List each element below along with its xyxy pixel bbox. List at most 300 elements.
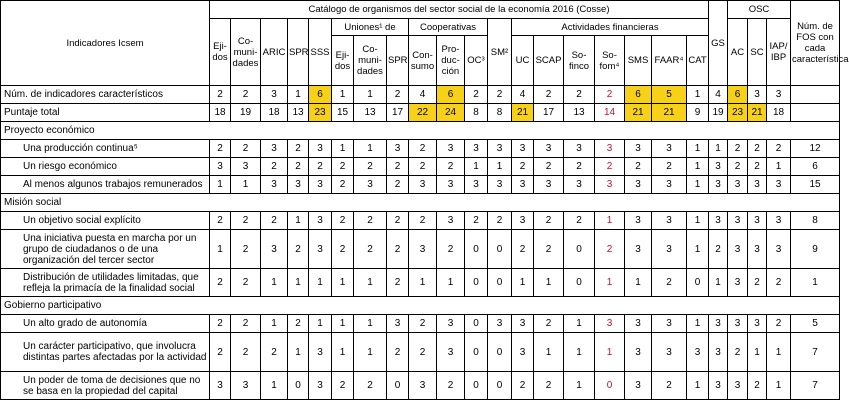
table-cell: 1 bbox=[354, 315, 387, 333]
table-cell: 1 bbox=[261, 372, 288, 400]
table-cell: 2 bbox=[564, 86, 595, 104]
table-cell: 1 bbox=[488, 158, 512, 176]
table-cell: 1 bbox=[288, 333, 309, 372]
section-heading: Proyecto económico bbox=[1, 122, 840, 140]
table-cell: 1 bbox=[595, 269, 625, 297]
table-row bbox=[1, 333, 840, 372]
table-cell: 3 bbox=[728, 269, 748, 297]
table-cell: 3 bbox=[625, 333, 652, 372]
table-cell: 2 bbox=[767, 315, 791, 333]
table-cell: 6 bbox=[309, 86, 332, 104]
table-cell: 3 bbox=[728, 372, 748, 400]
table-cell: 3 bbox=[687, 333, 709, 372]
table-cell: 2 bbox=[652, 269, 687, 297]
table-cell: 3 bbox=[652, 315, 687, 333]
financieras-title: Actividades financieras bbox=[512, 19, 709, 36]
table-cell: 8 bbox=[488, 104, 512, 122]
table-cell: 0 bbox=[387, 372, 409, 400]
col-sss: SSS bbox=[309, 19, 332, 86]
table-cell: 3 bbox=[652, 212, 687, 230]
table-cell: 1 bbox=[687, 140, 709, 158]
table-cell: 3 bbox=[748, 86, 767, 104]
table-cell: 6 bbox=[791, 158, 840, 176]
table-cell: 3 bbox=[748, 230, 767, 269]
table-cell: 3 bbox=[728, 212, 748, 230]
table-cell: 1 bbox=[748, 333, 767, 372]
table-cell: 3 bbox=[465, 176, 488, 194]
table-cell: 2 bbox=[231, 86, 261, 104]
table-cell: 2 bbox=[534, 86, 564, 104]
col-uc: UC bbox=[512, 36, 534, 86]
table-cell: 3 bbox=[709, 315, 728, 333]
table-cell: 18 bbox=[767, 104, 791, 122]
table-row bbox=[1, 86, 840, 104]
table-cell: 3 bbox=[210, 372, 231, 400]
table-cell: 13 bbox=[354, 104, 387, 122]
row-label: Distribución de utilidades limitadas, que refleja la primacía de la finalidad social bbox=[1, 269, 210, 297]
table-cell: 1 bbox=[288, 269, 309, 297]
table-cell: 3 bbox=[564, 176, 595, 194]
col-iap: IAP/ IBP bbox=[767, 19, 791, 86]
table-cell: 2 bbox=[488, 86, 512, 104]
table-cell: 3 bbox=[512, 315, 534, 333]
table-cell: 23 bbox=[309, 104, 332, 122]
table-cell: 3 bbox=[231, 372, 261, 400]
table-cell: 2 bbox=[231, 230, 261, 269]
table-cell: 2 bbox=[465, 86, 488, 104]
table-cell: 18 bbox=[210, 104, 231, 122]
table-cell: 0 bbox=[488, 372, 512, 400]
table-cell: 0 bbox=[488, 230, 512, 269]
table-cell: 2 bbox=[354, 212, 387, 230]
table-row bbox=[1, 230, 840, 269]
table-cell bbox=[791, 86, 840, 104]
table-cell: 1 bbox=[309, 315, 332, 333]
table-cell: 3 bbox=[437, 176, 465, 194]
table-cell: 2 bbox=[210, 315, 231, 333]
row-label-header: Indicadores Icsem bbox=[1, 1, 210, 86]
table-cell: 2 bbox=[595, 86, 625, 104]
table-cell: 2 bbox=[437, 230, 465, 269]
table-cell: 1 bbox=[687, 176, 709, 194]
table-cell: 0 bbox=[564, 230, 595, 269]
table-cell: 3 bbox=[512, 176, 534, 194]
table-cell: 2 bbox=[332, 372, 354, 400]
table-cell: 23 bbox=[728, 104, 748, 122]
row-label: Al menos algunos trabajos remunerados bbox=[1, 176, 210, 194]
table-cell: 3 bbox=[767, 86, 791, 104]
table-cell: 2 bbox=[288, 158, 309, 176]
col-faar: FAAR⁴ bbox=[652, 36, 687, 86]
table-cell: 3 bbox=[652, 176, 687, 194]
table-cell: 2 bbox=[231, 140, 261, 158]
table-cell: 1 bbox=[465, 158, 488, 176]
table-cell: 2 bbox=[652, 372, 687, 400]
table-cell: 3 bbox=[652, 140, 687, 158]
table-cell: 15 bbox=[332, 104, 354, 122]
table-cell: 3 bbox=[354, 176, 387, 194]
table-cell: 3 bbox=[728, 315, 748, 333]
col-sc: SC bbox=[748, 19, 767, 86]
row-label: Un carácter participativo, que involucra distintas partes afectadas por la actividad bbox=[1, 333, 210, 372]
osc-title: OSC bbox=[728, 1, 791, 19]
table-cell: 2 bbox=[409, 158, 437, 176]
table-cell: 1 bbox=[332, 86, 354, 104]
table-cell: 3 bbox=[709, 333, 728, 372]
table-cell: 3 bbox=[387, 315, 409, 333]
col-cat: CAT bbox=[687, 36, 709, 86]
table-row bbox=[1, 212, 840, 230]
cooperativas-title: Cooperativas bbox=[409, 19, 488, 36]
table-cell: 2 bbox=[534, 230, 564, 269]
table-cell: 19 bbox=[231, 104, 261, 122]
table-cell: 1 bbox=[687, 372, 709, 400]
col-sm: SM² bbox=[488, 19, 512, 86]
table-cell: 1 bbox=[354, 269, 387, 297]
row-label: Un objetivo social explícito bbox=[1, 212, 210, 230]
table-row bbox=[1, 269, 840, 297]
table-cell: 2 bbox=[534, 158, 564, 176]
table-cell: 2 bbox=[595, 230, 625, 269]
table-cell: 21 bbox=[625, 104, 652, 122]
table-cell: 2 bbox=[709, 230, 728, 269]
table-cell: 2 bbox=[409, 315, 437, 333]
table-cell: 24 bbox=[437, 104, 465, 122]
col-gs: GS bbox=[709, 1, 728, 86]
table-cell: 5 bbox=[652, 86, 687, 104]
table-cell: 4 bbox=[409, 86, 437, 104]
table-cell: 3 bbox=[309, 230, 332, 269]
table-cell: 2 bbox=[512, 372, 534, 400]
table-cell: 1 bbox=[687, 86, 709, 104]
table-cell: 3 bbox=[595, 140, 625, 158]
table-cell: 2 bbox=[748, 140, 767, 158]
table-cell: 2 bbox=[332, 176, 354, 194]
fos-count-header: Núm. de FOS con cada característica bbox=[791, 1, 840, 86]
table-cell: 2 bbox=[387, 176, 409, 194]
table-cell: 3 bbox=[709, 176, 728, 194]
table-cell bbox=[791, 104, 840, 122]
table-cell: 2 bbox=[332, 230, 354, 269]
table-cell: 2 bbox=[595, 158, 625, 176]
table-cell: 3 bbox=[709, 212, 728, 230]
table-cell: 1 bbox=[261, 315, 288, 333]
table-cell: 3 bbox=[728, 230, 748, 269]
col-consumo: Con-sumo bbox=[409, 36, 437, 86]
table-cell: 3 bbox=[465, 140, 488, 158]
table-cell: 3 bbox=[437, 333, 465, 372]
table-cell: 1 bbox=[709, 140, 728, 158]
table-cell: 4 bbox=[512, 86, 534, 104]
table-row bbox=[1, 176, 840, 194]
table-cell: 2 bbox=[231, 315, 261, 333]
row-label: Una producción continua⁵ bbox=[1, 140, 210, 158]
table-cell: 3 bbox=[728, 176, 748, 194]
table-row bbox=[1, 104, 840, 122]
table-cell: 3 bbox=[595, 315, 625, 333]
table-cell: 18 bbox=[261, 104, 288, 122]
table-cell: 2 bbox=[488, 212, 512, 230]
table-cell: 3 bbox=[625, 230, 652, 269]
section-heading: Gobierno participativo bbox=[1, 297, 840, 315]
table-cell: 3 bbox=[512, 212, 534, 230]
table-cell: 7 bbox=[791, 372, 840, 400]
row-label: Una iniciativa puesta en marcha por un grupo de ciudadanos o de una organización del tercer sector bbox=[1, 230, 210, 269]
table-cell: 3 bbox=[767, 212, 791, 230]
table-cell: 8 bbox=[465, 104, 488, 122]
table-cell: 1 bbox=[332, 315, 354, 333]
table-cell: 1 bbox=[709, 269, 728, 297]
table-cell: 2 bbox=[261, 158, 288, 176]
table-cell: 2 bbox=[354, 372, 387, 400]
table-cell: 3 bbox=[309, 212, 332, 230]
table-cell: 2 bbox=[354, 158, 387, 176]
col-produccion: Pro-duc-ción bbox=[437, 36, 465, 86]
table-cell: 3 bbox=[288, 176, 309, 194]
table-cell: 3 bbox=[767, 230, 791, 269]
table-cell: 2 bbox=[512, 158, 534, 176]
table-cell: 3 bbox=[437, 315, 465, 333]
table-cell: 3 bbox=[261, 176, 288, 194]
table-cell: 6 bbox=[728, 86, 748, 104]
table-cell: 3 bbox=[488, 176, 512, 194]
table-cell: 0 bbox=[465, 269, 488, 297]
table-cell: 0 bbox=[465, 372, 488, 400]
table-cell: 17 bbox=[387, 104, 409, 122]
section-row bbox=[1, 297, 840, 315]
table-cell: 2 bbox=[387, 86, 409, 104]
table-cell: 0 bbox=[465, 333, 488, 372]
row-label: Núm. de indicadores característicos bbox=[1, 86, 210, 104]
table-cell: 2 bbox=[288, 315, 309, 333]
table-cell: 2 bbox=[534, 212, 564, 230]
table-cell: 3 bbox=[564, 140, 595, 158]
table-cell: 0 bbox=[465, 315, 488, 333]
table-cell: 2 bbox=[309, 158, 332, 176]
table-cell: 8 bbox=[791, 212, 840, 230]
table-cell: 3 bbox=[437, 140, 465, 158]
table-cell: 1 bbox=[687, 315, 709, 333]
table-cell: 0 bbox=[488, 269, 512, 297]
table-cell: 2 bbox=[387, 230, 409, 269]
table-cell: 1 bbox=[791, 269, 840, 297]
table-cell: 0 bbox=[595, 372, 625, 400]
col-comunidades: Co-muni-dades bbox=[231, 19, 261, 86]
table-cell: 1 bbox=[332, 269, 354, 297]
row-label: Un poder de toma de decisiones que no se basa en la propiedad del capital bbox=[1, 372, 210, 400]
table-cell: 3 bbox=[261, 230, 288, 269]
table-cell: 3 bbox=[309, 176, 332, 194]
table-cell: 3 bbox=[210, 158, 231, 176]
table-cell: 2 bbox=[652, 158, 687, 176]
table-cell: 19 bbox=[709, 104, 728, 122]
table-cell: 5 bbox=[791, 315, 840, 333]
table-cell: 2 bbox=[512, 230, 534, 269]
col-ejidos: Eji-dos bbox=[210, 19, 231, 86]
table-cell: 3 bbox=[534, 176, 564, 194]
table-cell: 1 bbox=[309, 269, 332, 297]
table-cell: 3 bbox=[387, 140, 409, 158]
table-cell: 3 bbox=[261, 86, 288, 104]
table-cell: 2 bbox=[728, 158, 748, 176]
table-cell: 2 bbox=[210, 212, 231, 230]
table-cell: 2 bbox=[748, 372, 767, 400]
col-scap: SCAP bbox=[534, 36, 564, 86]
table-cell: 1 bbox=[687, 158, 709, 176]
table-cell: 13 bbox=[288, 104, 309, 122]
table-cell: 2 bbox=[288, 140, 309, 158]
table-cell: 2 bbox=[210, 86, 231, 104]
table-cell: 3 bbox=[231, 158, 261, 176]
col-ac: AC bbox=[728, 19, 748, 86]
table-cell: 2 bbox=[332, 158, 354, 176]
table-cell: 3 bbox=[652, 230, 687, 269]
table-cell: 2 bbox=[767, 140, 791, 158]
table-cell: 3 bbox=[409, 230, 437, 269]
table-cell: 1 bbox=[409, 269, 437, 297]
table-cell: 2 bbox=[210, 140, 231, 158]
table-cell: 2 bbox=[728, 333, 748, 372]
table-cell: 9 bbox=[791, 230, 840, 269]
table-row bbox=[1, 158, 840, 176]
table-cell: 1 bbox=[534, 333, 564, 372]
table-cell: 3 bbox=[709, 158, 728, 176]
table-cell: 3 bbox=[625, 140, 652, 158]
table-cell: 2 bbox=[231, 212, 261, 230]
table-cell: 2 bbox=[465, 212, 488, 230]
table-cell: 1 bbox=[210, 176, 231, 194]
table-cell: 21 bbox=[652, 104, 687, 122]
table-cell: 1 bbox=[595, 333, 625, 372]
section-row bbox=[1, 194, 840, 212]
table-cell: 2 bbox=[231, 269, 261, 297]
table-cell: 2 bbox=[387, 158, 409, 176]
col-aric: ARIC bbox=[261, 19, 288, 86]
table-row bbox=[1, 315, 840, 333]
table-cell: 3 bbox=[512, 140, 534, 158]
table-body bbox=[1, 86, 840, 400]
table-cell: 2 bbox=[261, 333, 288, 372]
table-cell: 3 bbox=[625, 372, 652, 400]
table-cell: 2 bbox=[387, 269, 409, 297]
table-cell: 3 bbox=[709, 372, 728, 400]
table-cell: 3 bbox=[488, 315, 512, 333]
table-cell: 3 bbox=[409, 176, 437, 194]
table-cell: 3 bbox=[309, 333, 332, 372]
table-cell: 0 bbox=[465, 230, 488, 269]
table-cell: 3 bbox=[595, 176, 625, 194]
table-cell: 2 bbox=[748, 158, 767, 176]
table-cell: 21 bbox=[748, 104, 767, 122]
table-cell: 6 bbox=[437, 86, 465, 104]
col-u-spr: SPR bbox=[387, 36, 409, 86]
table-cell: 2 bbox=[387, 212, 409, 230]
table-cell: 2 bbox=[748, 269, 767, 297]
table-cell: 3 bbox=[625, 176, 652, 194]
table-cell: 2 bbox=[231, 333, 261, 372]
table-cell: 1 bbox=[595, 212, 625, 230]
table-cell: 2 bbox=[332, 212, 354, 230]
table-cell: 1 bbox=[564, 315, 595, 333]
table-cell: 2 bbox=[437, 372, 465, 400]
table-cell: 2 bbox=[387, 333, 409, 372]
table-cell: 1 bbox=[767, 333, 791, 372]
table-cell: 1 bbox=[687, 212, 709, 230]
table-cell: 2 bbox=[261, 212, 288, 230]
row-label: Un alto grado de autonomía bbox=[1, 315, 210, 333]
table-cell: 1 bbox=[354, 140, 387, 158]
table-cell: 1 bbox=[437, 269, 465, 297]
table-cell: 3 bbox=[748, 315, 767, 333]
table-cell: 3 bbox=[309, 140, 332, 158]
table-cell: 3 bbox=[437, 212, 465, 230]
table-cell: 3 bbox=[652, 333, 687, 372]
table-cell: 0 bbox=[288, 372, 309, 400]
table-cell: 2 bbox=[534, 315, 564, 333]
table-cell: 2 bbox=[409, 333, 437, 372]
col-oc: OC³ bbox=[465, 36, 488, 86]
table-cell: 2 bbox=[767, 269, 791, 297]
table-cell: 22 bbox=[409, 104, 437, 122]
table-cell: 4 bbox=[709, 86, 728, 104]
row-label: Puntaje total bbox=[1, 104, 210, 122]
table-row bbox=[1, 372, 840, 400]
table-cell: 2 bbox=[288, 230, 309, 269]
table-cell: 17 bbox=[534, 104, 564, 122]
table-cell: 1 bbox=[687, 230, 709, 269]
table-cell: 3 bbox=[409, 372, 437, 400]
table-cell: 7 bbox=[791, 333, 840, 372]
table-cell: 2 bbox=[564, 158, 595, 176]
table-cell: 9 bbox=[687, 104, 709, 122]
table-cell: 3 bbox=[748, 212, 767, 230]
table-cell: 2 bbox=[625, 158, 652, 176]
table-cell: 1 bbox=[231, 176, 261, 194]
table-cell: 2 bbox=[210, 333, 231, 372]
table-cell: 1 bbox=[625, 269, 652, 297]
table-cell: 2 bbox=[437, 158, 465, 176]
table-cell: 1 bbox=[512, 269, 534, 297]
table-cell: 3 bbox=[512, 333, 534, 372]
table-cell: 0 bbox=[687, 269, 709, 297]
col-sms: SMS bbox=[625, 36, 652, 86]
row-label: Un riesgo económico bbox=[1, 158, 210, 176]
table-cell: 1 bbox=[564, 372, 595, 400]
catalog-title: Catálogo de organismos del sector social de la economía 2016 (Cosse) bbox=[210, 1, 709, 19]
uniones-title: Uniones¹ de bbox=[332, 19, 409, 36]
table-cell: 1 bbox=[767, 372, 791, 400]
table-cell: 13 bbox=[564, 104, 595, 122]
table-cell: 2 bbox=[210, 269, 231, 297]
table-cell: 3 bbox=[748, 176, 767, 194]
table-cell: 1 bbox=[354, 86, 387, 104]
table-cell: 1 bbox=[261, 269, 288, 297]
table-cell: 3 bbox=[625, 315, 652, 333]
col-sofom: So-fom⁴ bbox=[595, 36, 625, 86]
table-cell: 1 bbox=[332, 333, 354, 372]
col-spr: SPR bbox=[288, 19, 309, 86]
table-cell: 15 bbox=[791, 176, 840, 194]
table-cell: 3 bbox=[625, 212, 652, 230]
table-cell: 3 bbox=[261, 140, 288, 158]
table-cell: 12 bbox=[791, 140, 840, 158]
col-u-ejidos: Eji-dos bbox=[332, 36, 354, 86]
section-heading: Misión social bbox=[1, 194, 840, 212]
col-u-comunidades: Co-muni-dades bbox=[354, 36, 387, 86]
table-cell: 2 bbox=[409, 140, 437, 158]
table-cell: 1 bbox=[210, 230, 231, 269]
table-cell: 3 bbox=[488, 140, 512, 158]
